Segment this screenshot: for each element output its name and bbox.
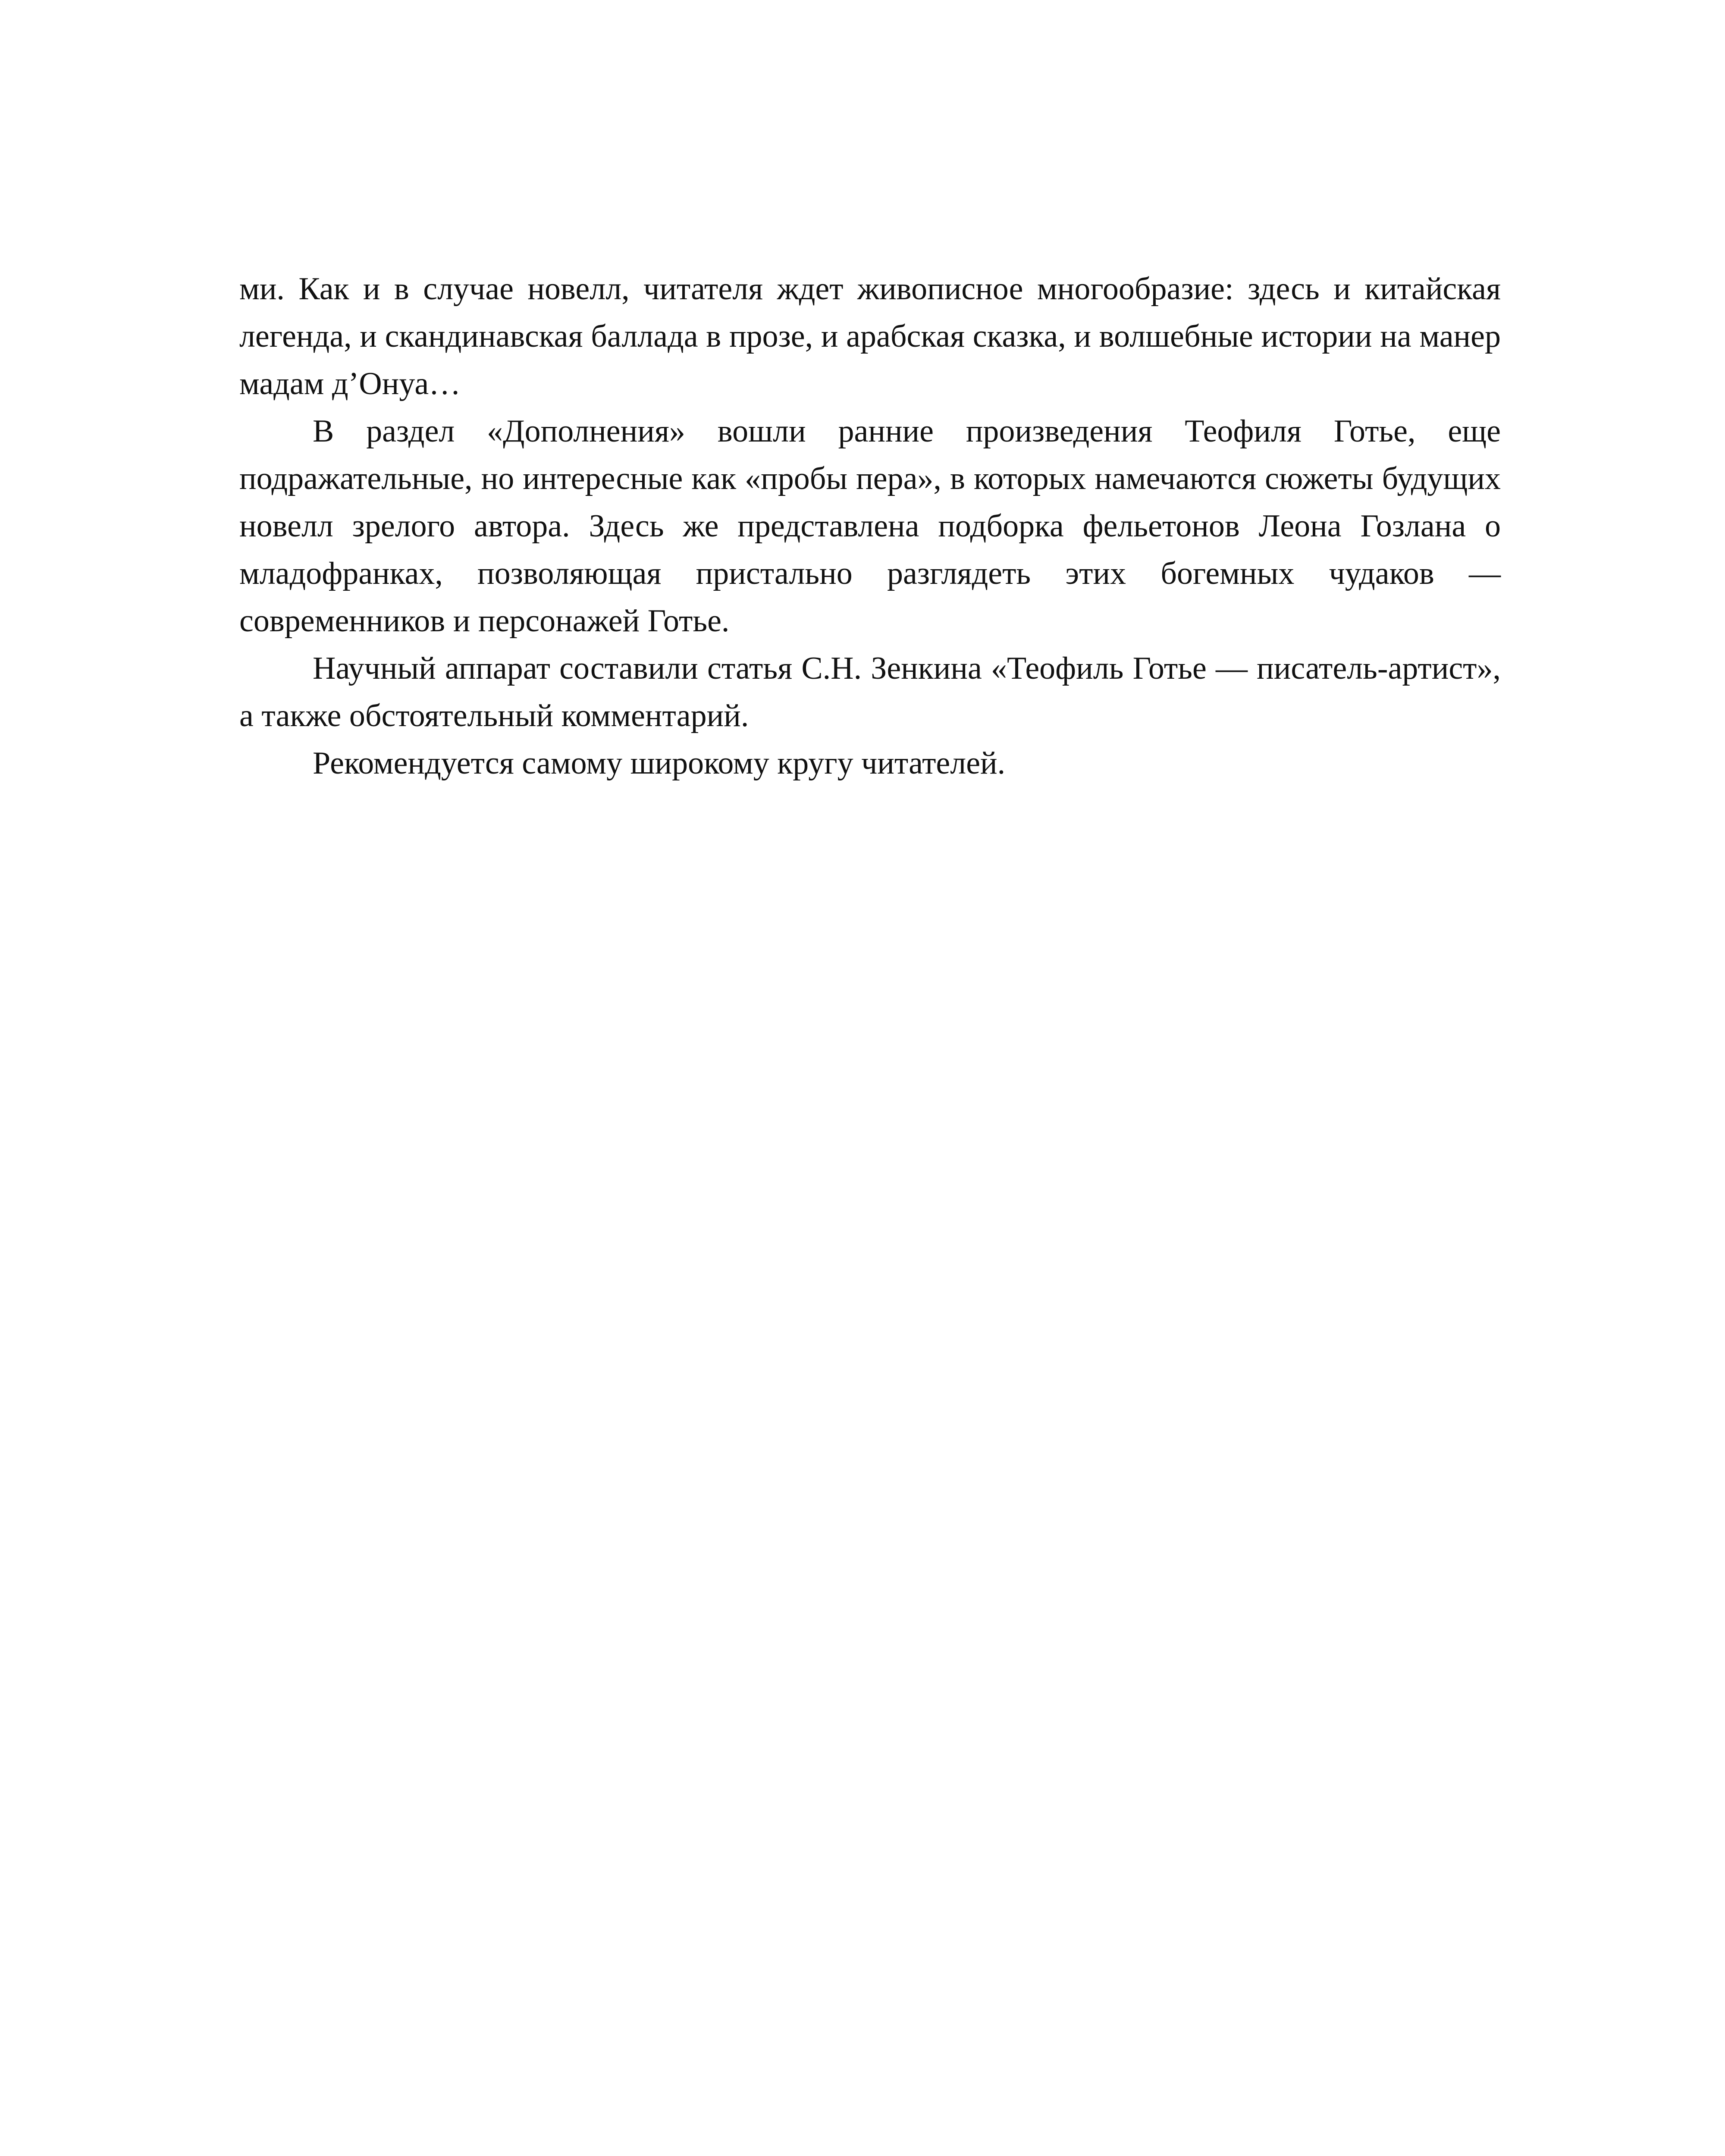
paragraph-supplements: В раздел «Дополнения» вошли ранние произведения Теофиля Готье, еще подражательные, но интересные как «пробы пера», в которых намечаются сюжеты будущих новелл зрелого автора. Здесь же представлена подборка фельетонов Леона Гозлана о младофранках, позволяющая пристально разглядеть этих богемных чудаков — современников и персонажей Готье.	[239, 414, 1501, 639]
paragraph-scholarly-apparatus: Научный аппарат составили статья С.Н. Зенкина «Теофиль Готье — писатель-артист», а также обстоятельный комментарий.	[239, 651, 1501, 733]
paragraph-recommendation: Рекомендуется самому широкому кругу читателей.	[313, 746, 1006, 781]
paragraph-continuation: ми. Как и в случае новелл, читателя ждет живописное многообразие: здесь и китайская легенда, и скандинавская баллада в прозе, и арабская сказка, и волшебные истории на манер мадам д’Онуа…	[239, 271, 1501, 401]
annotation-text	[239, 265, 1501, 787]
